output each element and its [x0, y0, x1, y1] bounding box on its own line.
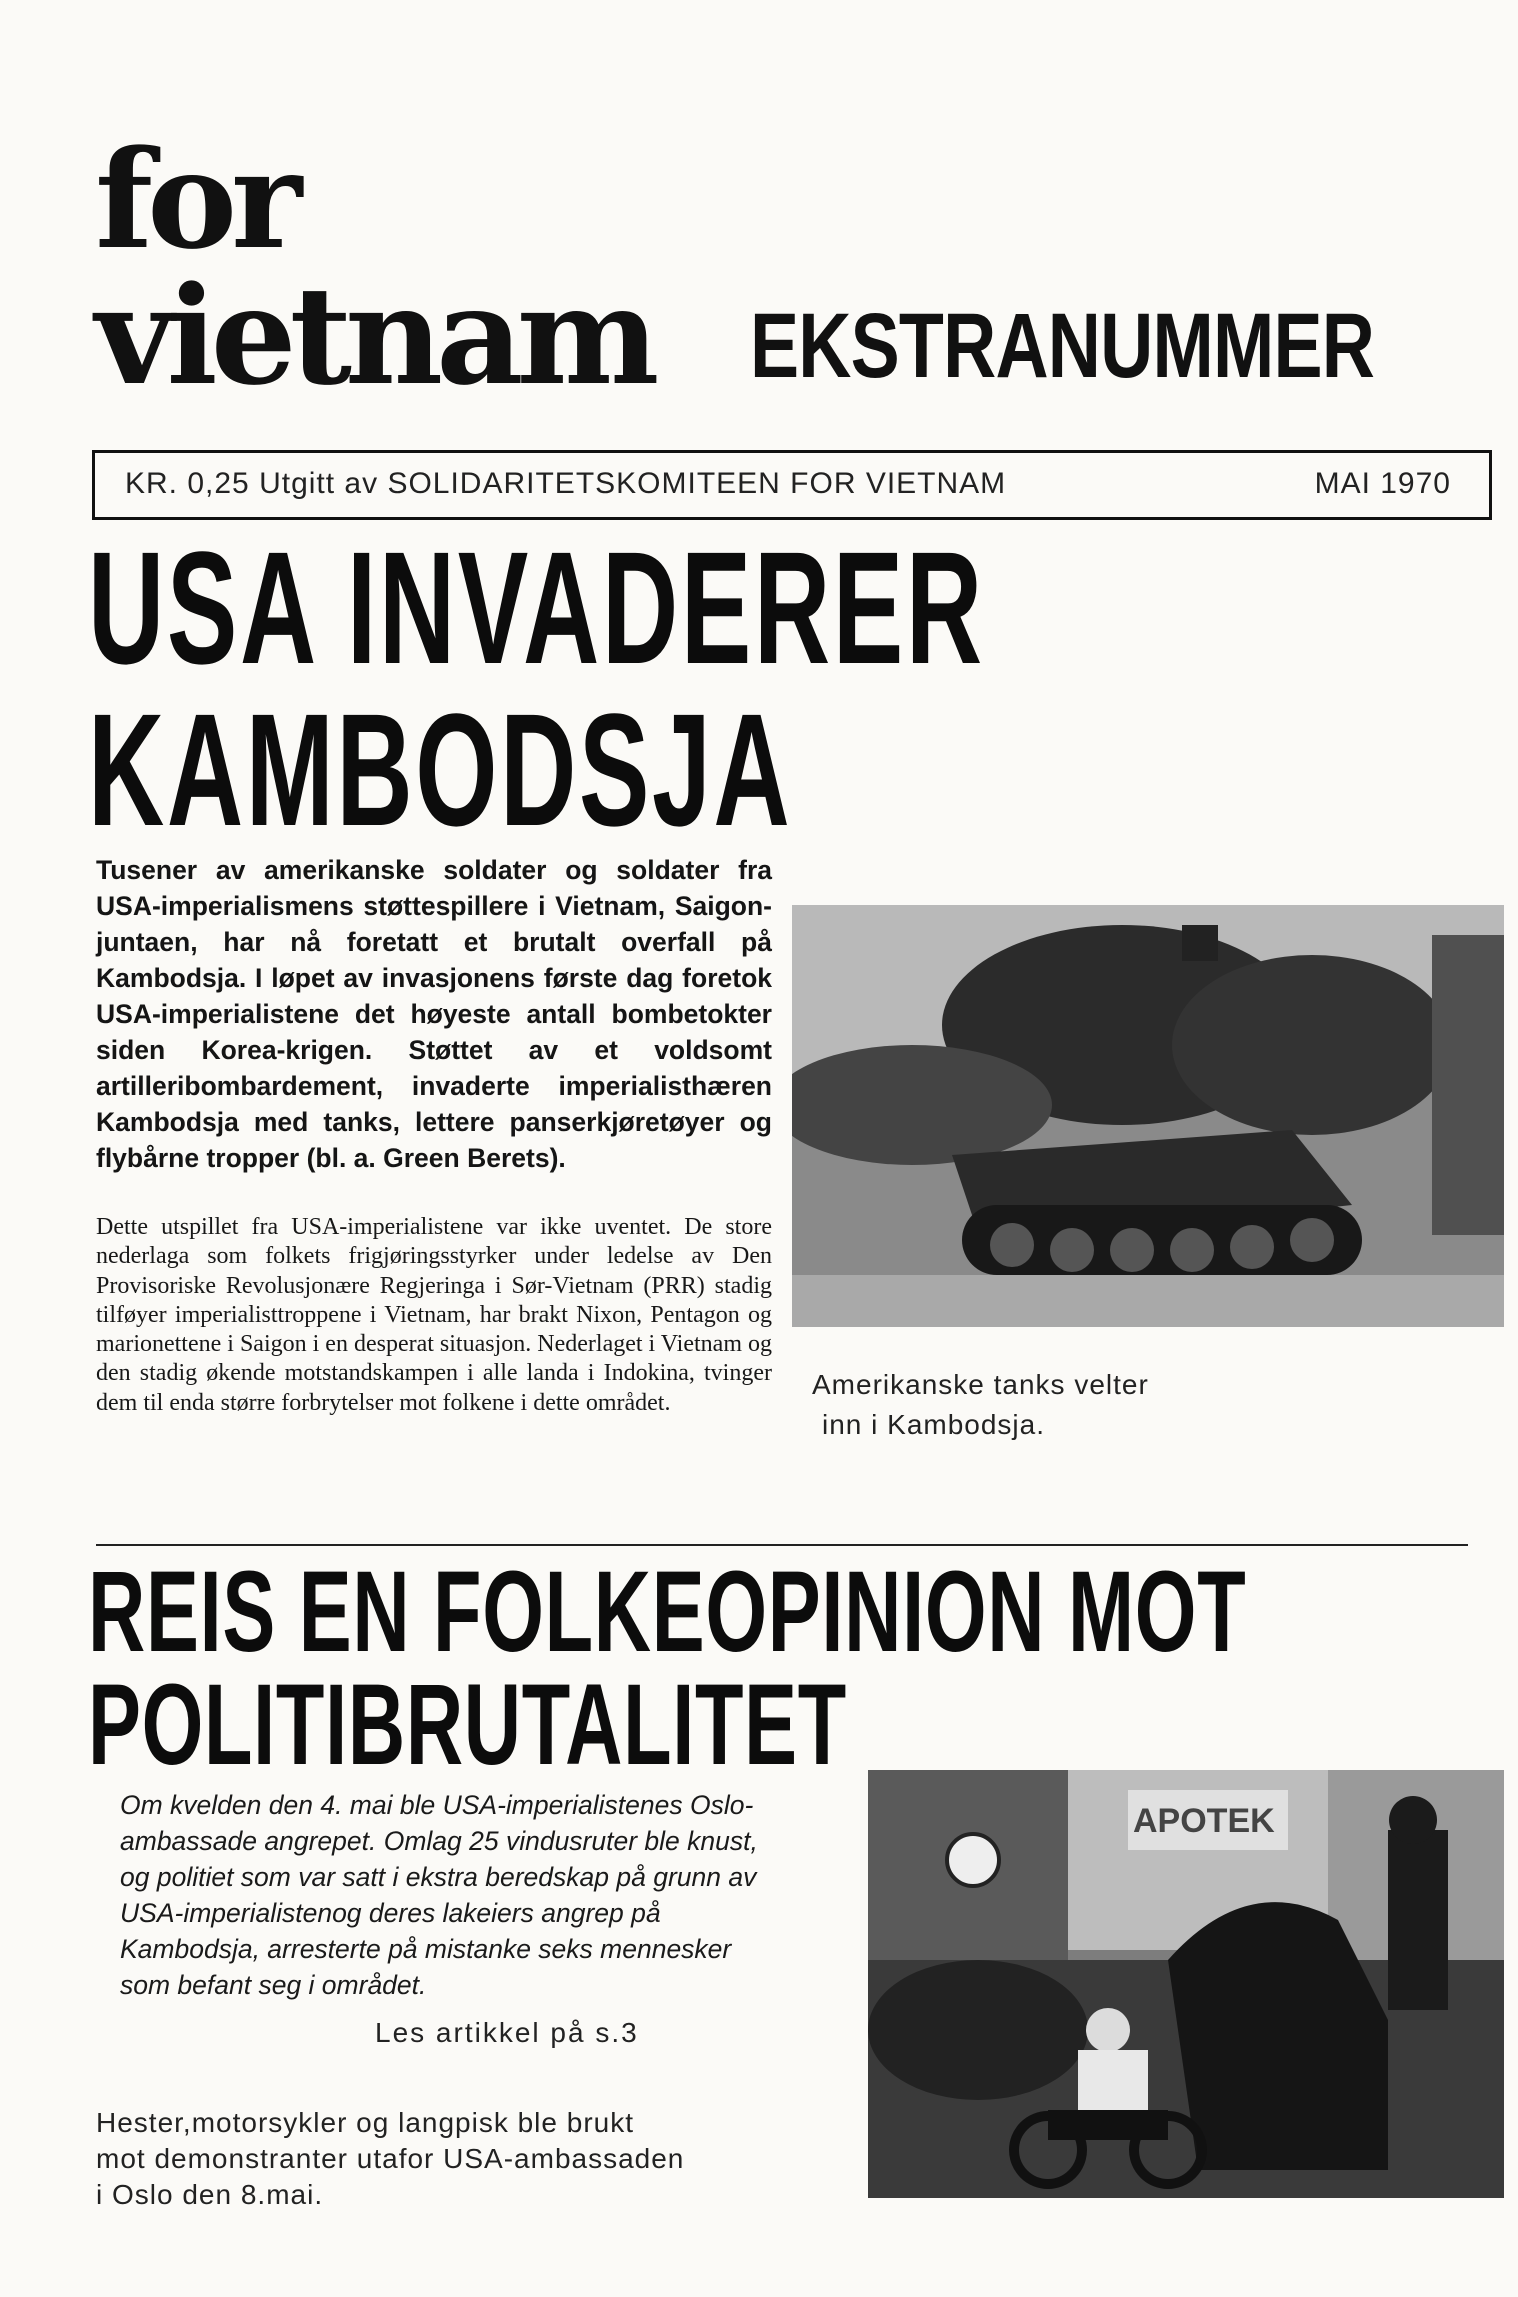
- tank-photo-illustration: [792, 905, 1504, 1327]
- issue-date: MAI 1970: [1314, 467, 1451, 500]
- price-publisher: KR. 0,25 Utgitt av SOLIDARITETSKOMITEEN FOR VIETNAM: [125, 467, 1007, 500]
- masthead-logo: [95, 120, 675, 415]
- read-more-note: Les artikkel på s.3: [375, 2017, 639, 2048]
- logo-line-for: for: [95, 120, 297, 279]
- edition-label: EKSTRANUMMER: [750, 295, 1375, 397]
- caption-line: inn i Kambodsja.: [822, 1409, 1046, 1440]
- article-1-lead: Tusener av amerikanske soldater og soldater fra USA-imperialismens støttespillere i Vietnam, Saigon-juntaen, har nå foretatt et brutalt overfall på Kambodsja. I løpet av invasjonens første dag foretok USA-imperialistene det høyeste antall bombetokter siden Korea-krigen. Støttet av et voldsomt artilleribombardement, invaderte imperialisthæren Kambodsja med tanks, lettere panserkjøretøyer og flybårne tropper (bl. a. Green Berets).: [96, 855, 772, 1173]
- tank-photo: [792, 905, 1504, 1327]
- police-photo-illustration: [868, 1770, 1504, 2198]
- caption-line: i Oslo den 8.mai.: [96, 2179, 324, 2210]
- caption-line: Hester,motorsykler og langpisk ble brukt: [96, 2107, 634, 2138]
- tank-photo-caption: [812, 1365, 1312, 1445]
- headline-1-line-1: USA INVADERER: [88, 518, 985, 697]
- headline-2-line-1: REIS EN FOLKEOPINION MOT: [88, 1548, 1247, 1676]
- police-photo-caption: [96, 2105, 876, 2213]
- police-photo: [868, 1770, 1504, 2198]
- headline-2-line-2: POLITIBRUTALITET: [88, 1661, 847, 1789]
- article-2-intro: Om kvelden den 4. mai ble USA-imperialistenes Oslo-ambassade angrepet. Omlag 25 vindusruter ble knust, og politiet som var satt i ekstra beredskap på grunn av USA-imperialistenog deres lakeiers angrep på Kambodsja, arresterte på mistanke seks mennesker som befant seg i området.: [120, 1790, 758, 2000]
- logo-line-vietnam: vietnam: [95, 256, 653, 415]
- info-bar: [92, 450, 1492, 520]
- article-1-body: Dette utspillet fra USA-imperialistene var ikke uventet. De store nederlaga som folkets frigjøringsstyrker under ledelse av Den Provisoriske Revolusjonære Regjeringa i Sør-Vietnam (PRR) stadig tilføyer imperialisttroppene i Vietnam, har brakt Nixon, Pentagon og marionettene i Saigon i en desperat situasjon. Nederlaget i Vietnam og den stadig økende motstandskampen i alle landa i Indokina, tvinger dem til enda større forbrytelser mot folkene i dette området.: [96, 1214, 772, 1416]
- caption-line: Amerikanske tanks velter: [812, 1369, 1149, 1400]
- caption-line: mot demonstranter utafor USA-ambassaden: [96, 2143, 685, 2174]
- headline-1-line-2: KAMBODSJA: [88, 680, 793, 859]
- section-divider: [96, 1544, 1468, 1546]
- sign-text: APOTEK: [1133, 1802, 1275, 1840]
